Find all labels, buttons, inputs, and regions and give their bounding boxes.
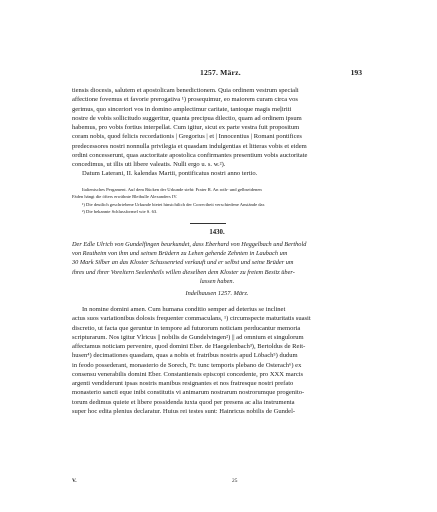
text-line: torum dedimus quiete et libere possidenda iuxta quod per presens ac alia instrumenta (72, 398, 295, 406)
note-line: ²) Die bekannte Schlussformel wie S. 63. (82, 209, 158, 215)
text-line: gerimus, quo sinceriori vos in domino amplectimur caritate, tantoque magis meļiriti (72, 105, 292, 113)
text-line: predecessores nostri nonnulla privilegia et quasdam indulgentias et litteras vobis et eidem (72, 142, 307, 150)
text-line: affectamus noticiam pervenire, quod domini Eber. de Haegelenbach³), Bertoldus de Reit- (72, 343, 306, 350)
text-line: concedimus, ut illis uti libere valeatis. Nulli ergo u. s. w.²). (72, 161, 226, 168)
text-line: argenti vendiderunt ipsas nostris manibus resignantes et nos fratresque nostri prefato (72, 380, 294, 387)
page-footer (72, 478, 362, 486)
text-line: actus suos variationibus dolosis frequenter commaculans, ¹) circumspecte maturitatis suasit (72, 315, 311, 323)
text-line: in feodo possederant, monasterio de Sorech, Fr. tunc temporis plebano de Osterach⁶) ex (72, 361, 302, 369)
text-line: ordini concesserunt, quas auctoritate apostolica confirmantes presentium vobis auctoritate (72, 151, 308, 159)
text-line: coram nobis, quod felicis recordationis | Gregorius | et | Innocentius | Romani pontifices (72, 133, 302, 141)
dating-line: Datum Laterani, II. kalendas Martii, pontificatus nostri anno tertio. (82, 170, 258, 178)
text-line: super hoc edita plenius declaratur. Huius rei testes sunt: Hainricus nobilis de Gundel- (72, 407, 296, 415)
section-divider (190, 223, 226, 224)
text-line: habemus, pro vobis fortius interpellat. Cum igitur, sicut ex parte vestra fuit propositum (72, 124, 300, 131)
text-line: affectione fovemus et favorie prerogativa ¹) prosequimur, eo maiorem curam circa vos (72, 96, 298, 104)
summary-line: lassen haben. (199, 277, 235, 285)
page-number: 193 (350, 68, 362, 77)
top-paragraph (72, 86, 362, 179)
text-line: consensu venerabilis domini Eber. Constantiensis episcopi concedente, pro XXX marcis (72, 370, 304, 378)
summary-line: ihres und ihrer Voreltern Seelenheils willen dieselben dem Kloster zu freiem Besitz über- (72, 268, 295, 276)
summary-line: Der Edle Ulrich von Gundelfingen beurkundet, dass Eberhard von Heggelbach und Berthold (72, 241, 307, 248)
text-line: scripturarum. Nos igitur Vlricus || nobilis de Gundelvingen²) || ad omnium et singulorum (72, 333, 304, 341)
text-line: husen⁴) decimationes quasdam, quas a nobis et fratribus nostris apud Lōbach⁵) dudum (72, 352, 298, 360)
signature-left: V. (72, 478, 77, 484)
summary-line: von Reutheim von ihm und seinen Brüdern zu Lehen gehende Zehnten in Laubach um (72, 250, 288, 258)
text-line: monasterio sancti eque inibi constitutis vi animarum nostrarum nostrorumque progenito- (72, 389, 305, 397)
signature-right: 25 (232, 478, 238, 484)
text-line: tiensis diocesis, salutem et apostolicam benedictionem. Quia ordinem vestrum speciali (72, 87, 299, 94)
place-date: Indelhausen 1257. März. (185, 290, 249, 297)
document-number: 1430. (209, 229, 225, 236)
note-line: ¹) Die deutlich geschriebene Urkunde bietet hinsichtlich der Correctheit verschiedene Anstände dar. (82, 201, 266, 207)
note-line: Italienisches Pergament. Auf dem Rücken der Urkunde steht: Frater R. An roth- und gelbseidenen (82, 187, 262, 192)
main-text (72, 305, 362, 416)
header-date: 1257. März. (200, 68, 241, 77)
summary-line: 30 Mark Silber an das Kloster Schussenried verkauft und er selbst und seine Brüder um (72, 259, 294, 267)
footnotes (72, 186, 362, 216)
text-line: nostre de vobis sollicitudo suggeritur, quanta precipua dilectio, quam ad ordinem ipsum (72, 114, 302, 122)
text-line: discretio, ut facta que geruntur in tempore ad futurorum noticiam perducantur memoria (72, 324, 301, 332)
text-line: In nomine domini amen. Cum humana conditio semper ad deterius se inclinet (82, 306, 286, 313)
running-header (72, 68, 362, 80)
document-summary (72, 240, 362, 286)
note-line: Fäden hängt die öfters erwähnte Bleibulle Alexanders IV. (72, 194, 178, 200)
